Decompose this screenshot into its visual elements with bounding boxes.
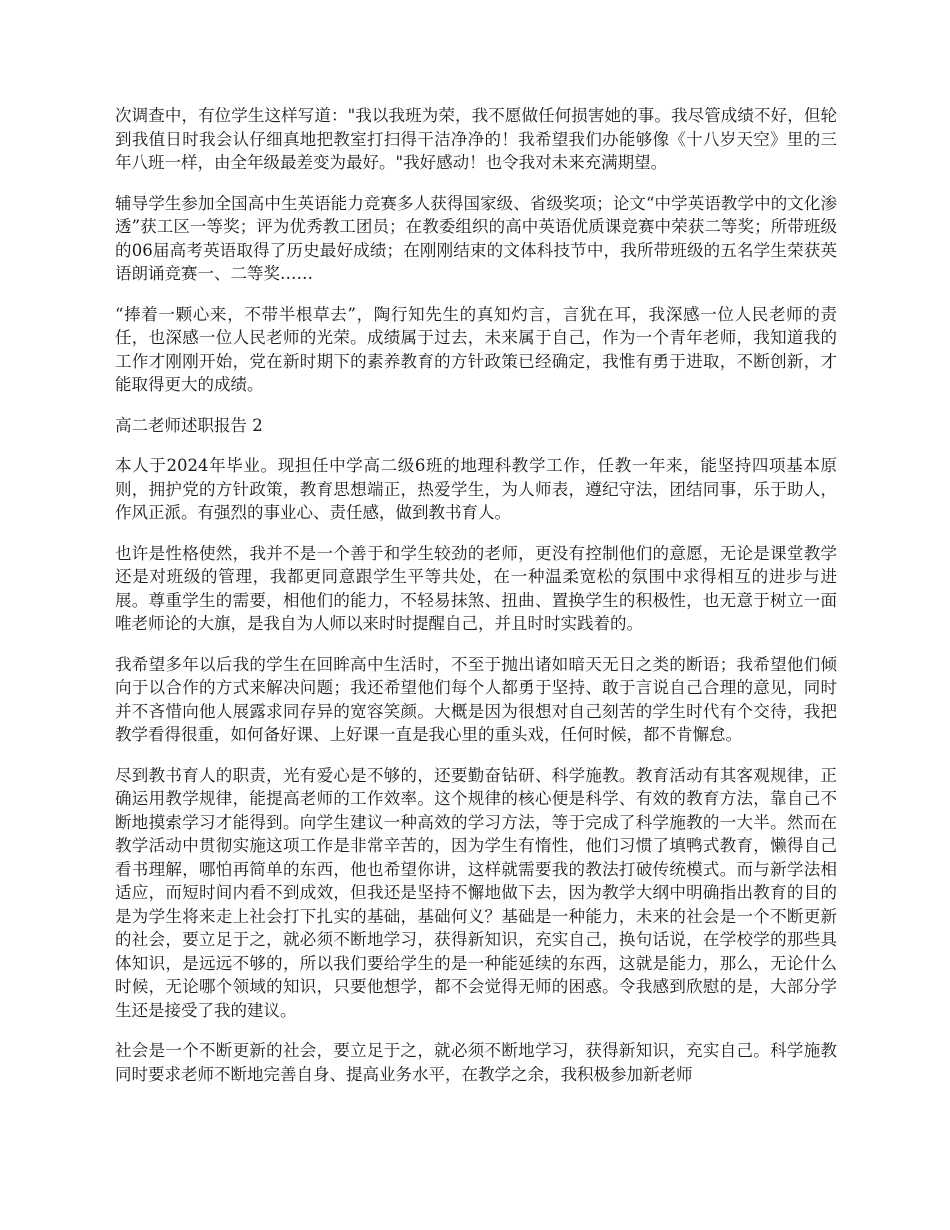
paragraph-survey-quote: 次调查中，有位学生这样写道："我以我班为荣，我不愿做任何损害她的事。我尽管成绩不好，但轮到我值日时我会认仔细真地把教室打扫得干洁净净的！我希望我们办能够像《十八岁天空》里的三年八班一样，由全年级最差变为最好。"我好感动！也令我对未来充满期望。 [115,106,837,172]
document-body [115,104,837,1103]
paragraph-reflection: “捧着一颗心来，不带半根草去”，陶行知先生的真知灼言，言犹在耳，我深感一位人民老师的责任，也深感一位人民老师的光荣。成绩属于过去，未来属于自己，作为一个青年老师，我知道我的工作才刚刚开始，党在新时期下的素养教育的方针政策已经确定，我惟有勇于进取，不断创新，才能取得更大的成绩。 [115,304,837,394]
paragraph-teaching-method: 尽到教书育人的职责，光有爱心是不够的，还要勤奋钻研、科学施教。教育活动有其客观规律，正确运用教学规律，能提高老师的工作效率。这个规律的核心便是科学、有效的教育方法，靠自己不断地摸索学习才能得到。向学生建议一种高效的学习方法，等于完成了科学施教的一大半。然而在教学活动中贯彻实施这项工作是非常辛苦的，因为学生有惰性，他们习惯了填鸭式教育，懒得自己看书理解，哪怕再简单的东西，他也希望你讲，这样就需要我的教法打破传统模式。而与新学法相适应，而短时间内看不到成效，但我还是坚持不懈地做下去，因为教学大纲中明确指出教育的目的是为学生将来走上社会打下扎实的基础，基础何义？基础是一种能力，未来的社会是一个不断更新的社会，要立足于之，就必须不断地学习，获得新知识，充实自己，换句话说，在学校学的那些具体知识，是远远不够的，所以我们要给学生的是一种能延续的东西，这就是能力，那么，无论什么时候，无论哪个领域的知识，只要他想学，都不会觉得无师的困惑。令我感到欣慰的是，大部分学生还是接受了我的建议。 [115,765,837,1020]
paragraph-personality: 也许是性格使然，我并不是一个善于和学生较劲的老师，更没有控制他们的意愿，无论是课堂教学还是对班级的管理，我都更同意跟学生平等共处，在一种温柔宽松的氛围中求得相互的进步与进展。尊重学生的需要，相他们的能力，不轻易抹煞、扭曲、置换学生的积极性，也无意于树立一面唯老师论的大旗，是我自为人师以来时时提醒自己，并且时时实践着的。 [115,543,837,633]
paragraph-hopes: 我希望多年以后我的学生在回眸高中生活时，不至于抛出诸如暗天无日之类的断语；我希望他们倾向于以合作的方式来解决问题；我还希望他们每个人都勇于坚持、敢于言说自己合理的意见，同时并不吝惜向他人展露求同存异的宽容笑颜。大概是因为很想对自己刻苦的学生时代有个交待，我把教学看得很重，如何备好课、上好课一直是我心里的重头戏，任何时候，都不肯懈怠。 [115,654,837,744]
paragraph-self-improvement: 社会是一个不断更新的社会，要立足于之，就必须不断地学习，获得新知识，充实自己。科学施教同时要求老师不断地完善自身、提高业务水平，在教学之余，我积极参加新老师 [115,1041,837,1084]
paragraph-awards: 辅导学生参加全国高中生英语能力竞赛多人获得国家级、省级奖项；论文“中学英语教学中的文化渗透”获工区一等奖；评为优秀教工团员；在教委组织的高中英语优质课竞赛中荣获二等奖；所带班级的06届高考英语取得了历史最好成绩；在刚刚结束的文体科技节中，我所带班级的五名学生荣获英语朗诵竞赛一、二等奖…… [115,193,837,283]
paragraph-intro: 本人于2024年毕业。现担任中学高二级6班的地理科教学工作，任教一年来，能坚持四项基本原则，拥护党的方针政策，教育思想端正，热爱学生，为人师表，遵纪守法，团结同事，乐于助人，作风正派。有强烈的事业心、责任感，做到教书育人。 [115,456,837,522]
section-heading: 高二老师述职报告 2 [115,415,263,435]
